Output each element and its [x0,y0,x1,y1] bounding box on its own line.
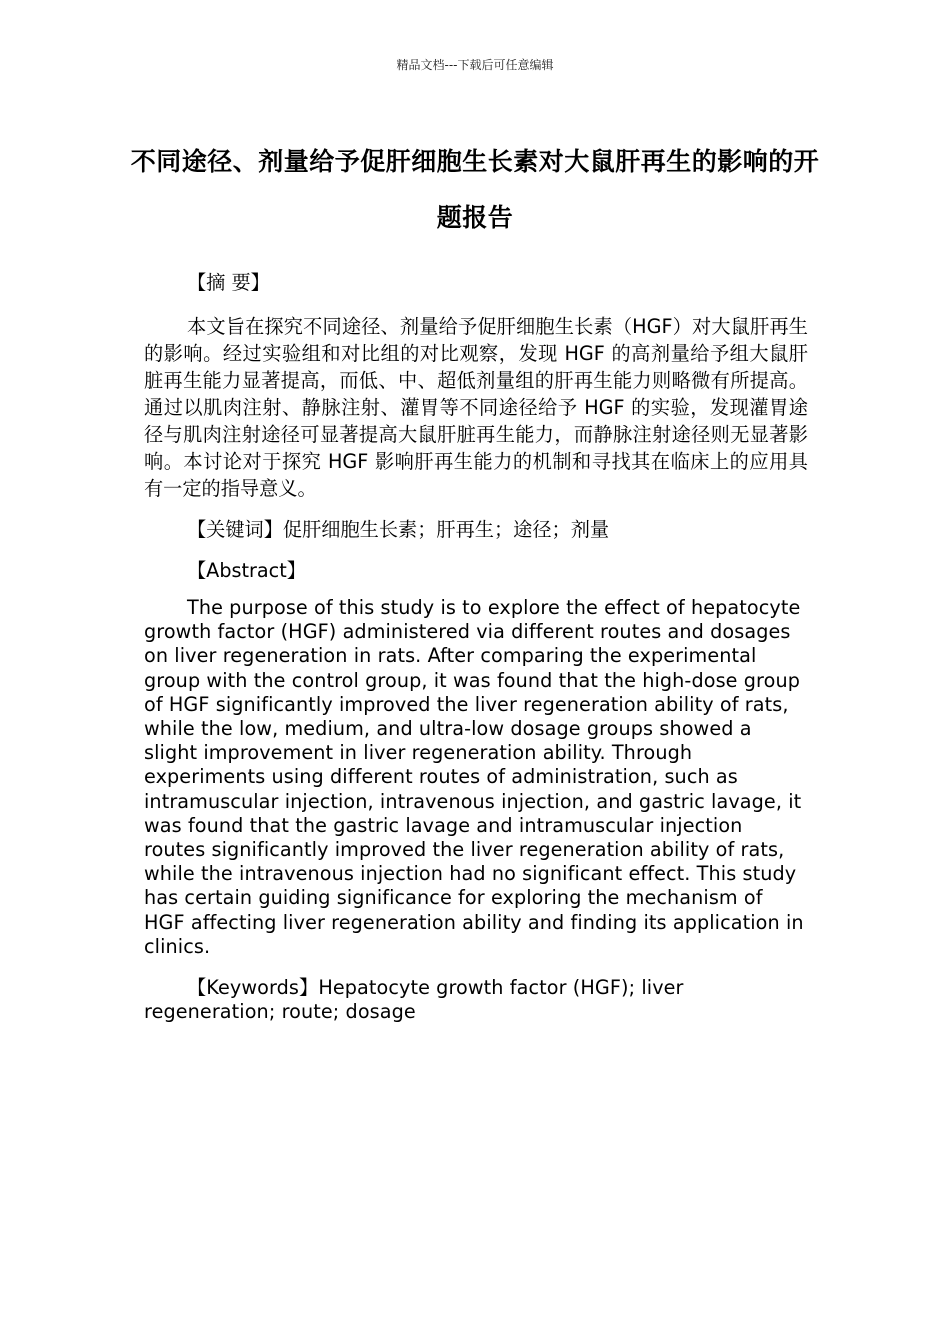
abstract-en-label: 【Abstract】 [187,559,306,582]
document-title: 不同途径、剂量给予促肝细胞生长素对大鼠肝再生的影响的开题报告 [130,147,820,232]
abstract-en-body: The purpose of this study is to explore the effect of hepatocyte growth factor (HGF) administered via different routes and dosages on liver regeneration in rats. After comparing the experimental group with the control group, it was found that the high-dose group of HGF significantly improved the liver regeneration ability of rats, while the low, medium, and ultra-low dosage groups showed a slight improvement in liver regeneration ability. Through experiments using different routes of administration, such as intramuscular injection, intravenous injection, and gastric lavage, it was found that the gastric lavage and intramuscular injection routes significantly improved the liver regeneration ability of rats, while the intravenous injection had no significant effect. This study has certain guiding significance for exploring the mechanism of HGF affecting liver regeneration ability and finding its application in clinics. [144,596,804,958]
abstract-zh-body: 本文旨在探究不同途径、剂量给予促肝细胞生长素（HGF）对大鼠肝再生的影响。经过实验组和对比组的对比观察，发现 HGF 的高剂量给予组大鼠肝脏再生能力显著提高，而低、中、超低剂量组的肝再生能力则略微有所提高。通过以肌肉注射、静脉注射、灌胃等不同途径给予 HGF 的实验，发现灌胃途径与肌肉注射途径可显著提高大鼠肝脏再生能力，而静脉注射途径则无显著影响。本讨论对于探究 HGF 影响肝再生能力的机制和寻找其在临床上的应用具有一定的指导意义。 [144,315,808,500]
abstract-zh-label: 【摘 要】 [187,271,270,294]
header-note: 精品文档---下载后可任意编辑 [396,58,554,72]
keywords-en: 【Keywords】Hepatocyte growth factor (HGF); liver regeneration; route; dosage [144,976,684,1024]
keywords-zh: 【关键词】促肝细胞生长素；肝再生；途径；剂量 [187,518,610,541]
abstract-section [144,268,808,1024]
